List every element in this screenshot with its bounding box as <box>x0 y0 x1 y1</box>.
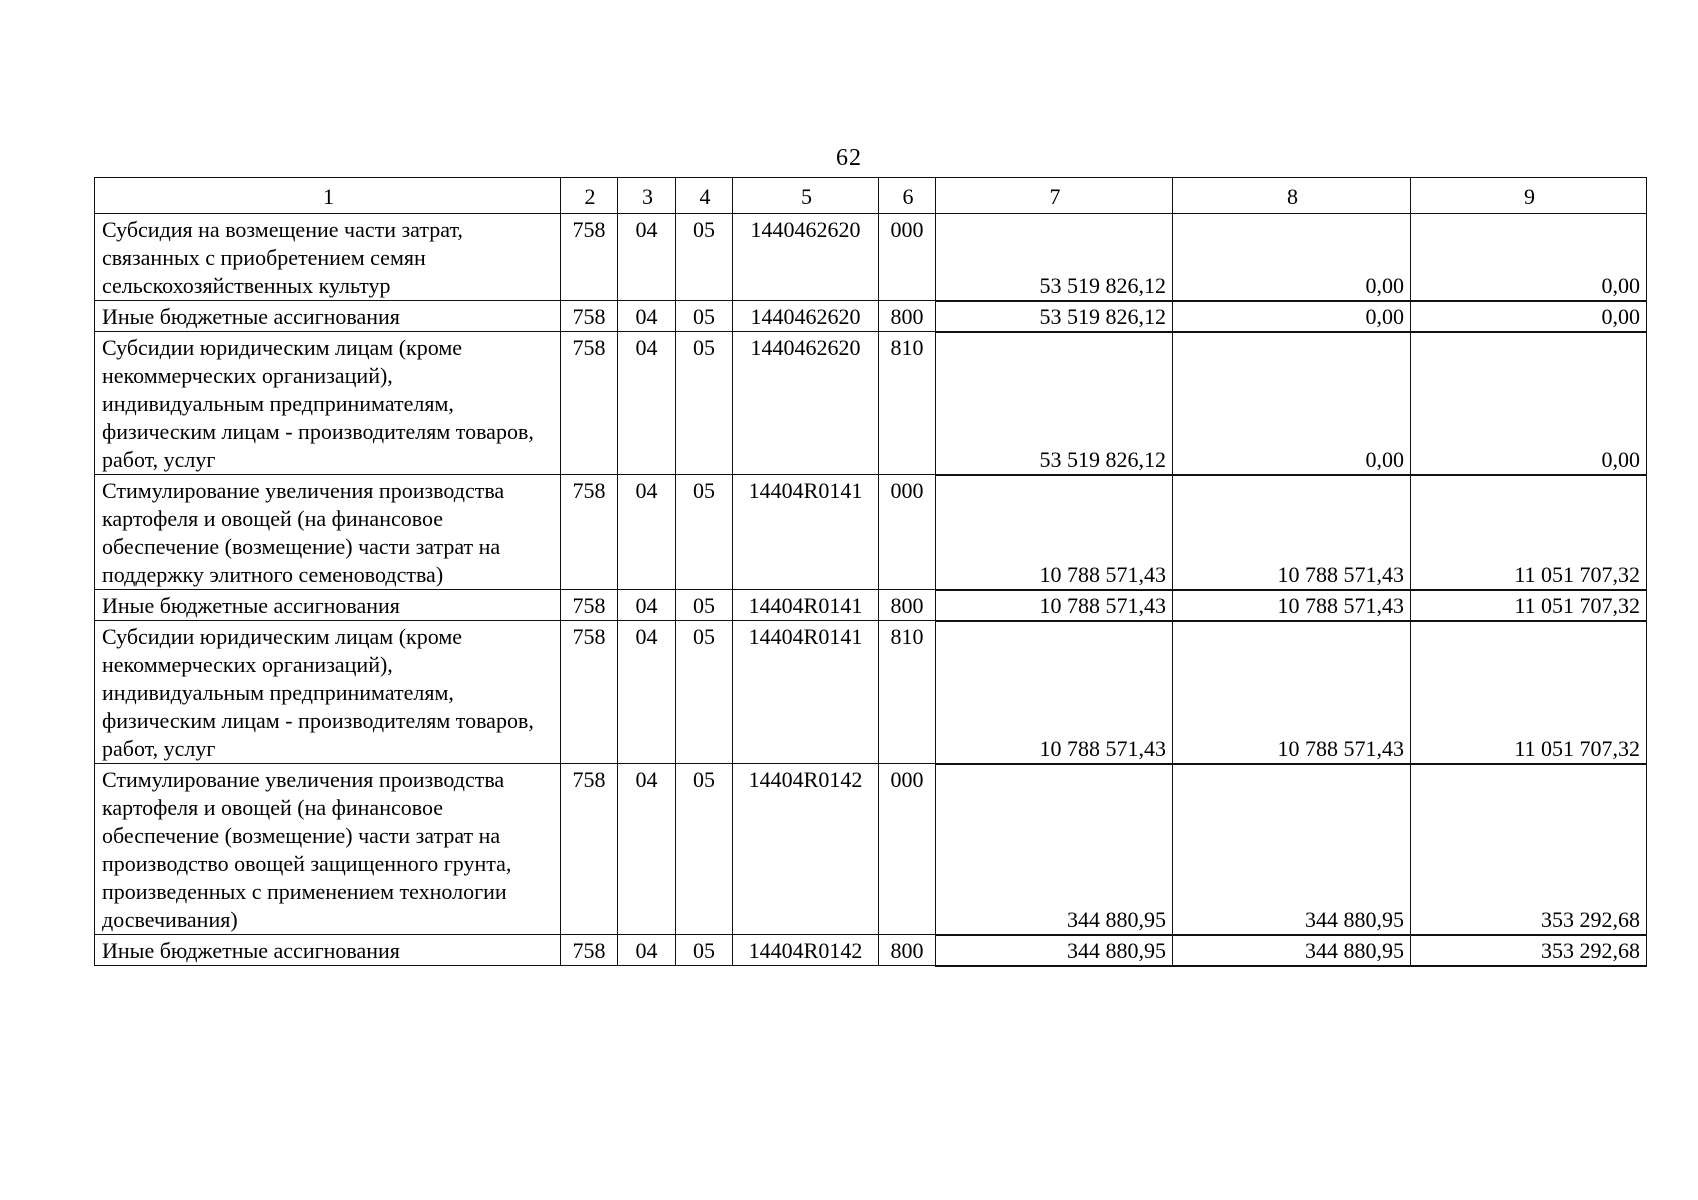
amount-col9-cell: 11 051 707,32 <box>1411 475 1647 590</box>
grbs-code-cell: 758 <box>561 764 618 935</box>
target-article-code-cell: 14404R0141 <box>733 590 879 621</box>
amount-col8-cell: 344 880,95 <box>1173 935 1411 966</box>
section-code-cell: 04 <box>618 621 676 764</box>
amount-col9-cell: 353 292,68 <box>1411 935 1647 966</box>
table-row <box>95 764 1647 935</box>
amount-col7-cell: 10 788 571,43 <box>936 475 1173 590</box>
amount-col7-cell: 344 880,95 <box>936 935 1173 966</box>
column-number-cell: 1 <box>95 178 561 214</box>
subsection-code-cell: 05 <box>676 590 733 621</box>
amount-col9-cell: 353 292,68 <box>1411 764 1647 935</box>
item-name-cell: Субсидии юридическим лицам (кроме некоммерческих организаций), индивидуальным предпринимателям, физическим лицам - производителям товаров, работ, услуг <box>95 621 561 764</box>
grbs-code-cell: 758 <box>561 332 618 475</box>
column-number-cell: 9 <box>1411 178 1647 214</box>
target-article-code-cell: 14404R0142 <box>733 764 879 935</box>
table-body <box>95 178 1647 966</box>
subsection-code-cell: 05 <box>676 332 733 475</box>
grbs-code-cell: 758 <box>561 214 618 301</box>
amount-col8-cell: 0,00 <box>1173 332 1411 475</box>
item-name-cell: Стимулирование увеличения производства картофеля и овощей (на финансовое обеспечение (возмещение) части затрат на производство овощей защищенного грунта, произведенных с применением технологии досвечивания) <box>95 764 561 935</box>
amount-col7-cell: 344 880,95 <box>936 764 1173 935</box>
table-row <box>95 332 1647 475</box>
amount-col8-cell: 0,00 <box>1173 214 1411 301</box>
amount-col8-cell: 10 788 571,43 <box>1173 621 1411 764</box>
target-article-code-cell: 14404R0142 <box>733 935 879 966</box>
section-code-cell: 04 <box>618 301 676 332</box>
expense-type-code-cell: 000 <box>879 764 936 935</box>
column-number-cell: 4 <box>676 178 733 214</box>
table-row <box>95 935 1647 966</box>
section-code-cell: 04 <box>618 475 676 590</box>
table-row <box>95 475 1647 590</box>
amount-col7-cell: 53 519 826,12 <box>936 301 1173 332</box>
subsection-code-cell: 05 <box>676 935 733 966</box>
subsection-code-cell: 05 <box>676 621 733 764</box>
column-number-cell: 3 <box>618 178 676 214</box>
item-name-cell: Стимулирование увеличения производства картофеля и овощей (на финансовое обеспечение (возмещение) части затрат на поддержку элитного семеноводства) <box>95 475 561 590</box>
expense-type-code-cell: 810 <box>879 621 936 764</box>
target-article-code-cell: 1440462620 <box>733 214 879 301</box>
expense-type-code-cell: 000 <box>879 475 936 590</box>
column-number-cell: 7 <box>936 178 1173 214</box>
table-row <box>95 621 1647 764</box>
amount-col9-cell: 0,00 <box>1411 214 1647 301</box>
amount-col7-cell: 53 519 826,12 <box>936 332 1173 475</box>
budget-table <box>94 177 1647 967</box>
grbs-code-cell: 758 <box>561 475 618 590</box>
target-article-code-cell: 1440462620 <box>733 332 879 475</box>
page-number: 62 <box>836 145 862 171</box>
amount-col8-cell: 0,00 <box>1173 301 1411 332</box>
table-row <box>95 590 1647 621</box>
subsection-code-cell: 05 <box>676 764 733 935</box>
section-code-cell: 04 <box>618 590 676 621</box>
amount-col7-cell: 10 788 571,43 <box>936 590 1173 621</box>
amount-col9-cell: 11 051 707,32 <box>1411 590 1647 621</box>
amount-col7-cell: 10 788 571,43 <box>936 621 1173 764</box>
amount-col7-cell: 53 519 826,12 <box>936 214 1173 301</box>
section-code-cell: 04 <box>618 935 676 966</box>
subsection-code-cell: 05 <box>676 475 733 590</box>
amount-col8-cell: 344 880,95 <box>1173 764 1411 935</box>
grbs-code-cell: 758 <box>561 935 618 966</box>
grbs-code-cell: 758 <box>561 301 618 332</box>
target-article-code-cell: 1440462620 <box>733 301 879 332</box>
column-number-cell: 8 <box>1173 178 1411 214</box>
item-name-cell: Субсидии юридическим лицам (кроме некоммерческих организаций), индивидуальным предпринимателям, физическим лицам - производителям товаров, работ, услуг <box>95 332 561 475</box>
grbs-code-cell: 758 <box>561 590 618 621</box>
amount-col8-cell: 10 788 571,43 <box>1173 590 1411 621</box>
target-article-code-cell: 14404R0141 <box>733 475 879 590</box>
subsection-code-cell: 05 <box>676 301 733 332</box>
expense-type-code-cell: 800 <box>879 301 936 332</box>
expense-type-code-cell: 810 <box>879 332 936 475</box>
amount-col9-cell: 0,00 <box>1411 301 1647 332</box>
section-code-cell: 04 <box>618 764 676 935</box>
item-name-cell: Иные бюджетные ассигнования <box>95 590 561 621</box>
column-number-cell: 6 <box>879 178 936 214</box>
column-number-cell: 5 <box>733 178 879 214</box>
section-code-cell: 04 <box>618 214 676 301</box>
section-code-cell: 04 <box>618 332 676 475</box>
item-name-cell: Иные бюджетные ассигнования <box>95 935 561 966</box>
amount-col8-cell: 10 788 571,43 <box>1173 475 1411 590</box>
amount-col9-cell: 0,00 <box>1411 332 1647 475</box>
grbs-code-cell: 758 <box>561 621 618 764</box>
column-number-cell: 2 <box>561 178 618 214</box>
item-name-cell: Субсидия на возмещение части затрат, связанных с приобретением семян сельскохозяйственных культур <box>95 214 561 301</box>
subsection-code-cell: 05 <box>676 214 733 301</box>
amount-col9-cell: 11 051 707,32 <box>1411 621 1647 764</box>
item-name-cell: Иные бюджетные ассигнования <box>95 301 561 332</box>
expense-type-code-cell: 800 <box>879 935 936 966</box>
table-row <box>95 214 1647 301</box>
target-article-code-cell: 14404R0141 <box>733 621 879 764</box>
table-row <box>95 301 1647 332</box>
column-number-row <box>95 178 1647 214</box>
expense-type-code-cell: 000 <box>879 214 936 301</box>
expense-type-code-cell: 800 <box>879 590 936 621</box>
